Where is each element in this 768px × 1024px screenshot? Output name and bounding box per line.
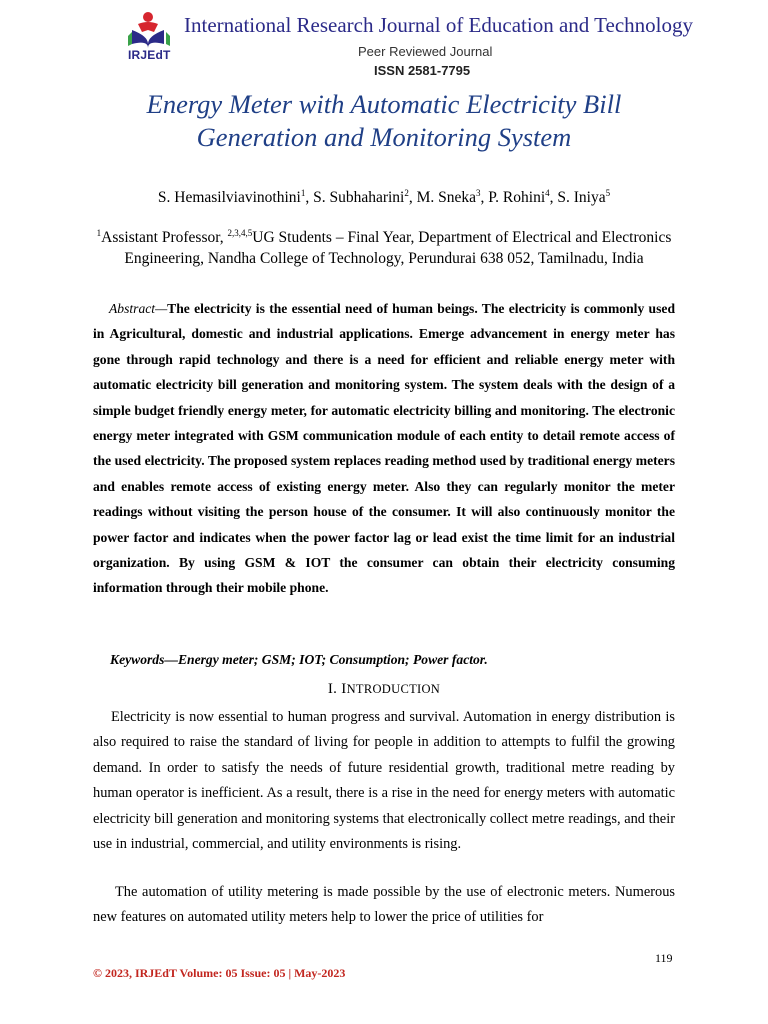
- author-list: [60, 188, 708, 208]
- page-number: 119: [655, 951, 673, 965]
- section-heading-introduction: I. INTRODUCTION: [327, 681, 441, 697]
- keywords: Keywords—Energy meter; GSM; IOT; Consumption; Power factor.: [110, 652, 488, 667]
- title-line-1: Energy Meter with Automatic Electricity Bill: [146, 89, 622, 119]
- author: S. Subhaharini$^2$,: [313, 187, 417, 206]
- abstract: [93, 296, 675, 601]
- affiliation: $^1$Assistant Professor, $^{2,3,4,5}$UG Students – Final Year, Department of Electrical and Electronics Engineering, Nandha College of Technology, Perundurai 638 052, Tamilnadu, India: [96, 227, 672, 267]
- author: P. Rohini$^4$,: [488, 187, 558, 206]
- footer-copyright: © 2023, IRJEdT Volume: 05 Issue: 05 | May-2023: [93, 966, 346, 980]
- peer-reviewed-label: Peer Reviewed Journal: [358, 44, 493, 59]
- abstract-label: Abstract—: [109, 301, 168, 316]
- paper-title: [60, 88, 708, 154]
- journal-name: International Research Journal of Education and Technology: [184, 13, 693, 37]
- issn: ISSN 2581-7795: [374, 63, 471, 78]
- intro-paragraph-2: The automation of utility metering is made possible by the use of electronic meters. Numerous new features on automated utility meters help to lower the price of utilities for: [93, 884, 675, 926]
- abstract-text: The electricity is the essential need of human beings. The electricity is commonly used in Agricultural, domestic and industrial applications. Emerge advancement in energy meter has gone through rapid technology and there is a need for efficient and reliable energy meter with automatic electricity bill generation and monitoring system. The system deals with the design of a simple budget friendly energy meter, for automatic electricity billing and monitoring. The electronic energy meter integrated with GSM communication module of each entity to detail remote access of the used electricity. The proposed system replaces reading method used by traditional energy meters and enables remote access of existing energy meter. Also they can regularly monitor the meter readings without visiting the person house of the consumer. It will also continuously monitor the power factor and indicates when the power factor lag or lead exist the time limit for an industrial organization. By using GSM & IOT the consumer can obtain their electricity consuming information through their mobile phone.: [93, 301, 675, 596]
- author: S. Iniya$^5$: [557, 187, 611, 206]
- logo-text: IRJEdT: [128, 48, 171, 62]
- intro-paragraph-1: Electricity is now essential to human progress and survival. Automation in energy distribution is also required to raise the standard of living for people in addition to attempts to fulfil the growing demand. In order to satisfy the needs of future residential growth, traditional metre reading by human operator is inefficient. As a result, there is a rise in the need for energy meters with automatic electricity bill generation and monitoring systems that electronically collect metre readings, and their use in industrial, commercial, and utility environments is rising.: [93, 709, 675, 853]
- author: M. Sneka$^3$,: [416, 187, 489, 206]
- title-line-2: Generation and Monitoring System: [196, 122, 572, 152]
- author: S. Hemasilviavinothini$^1$,: [157, 187, 314, 206]
